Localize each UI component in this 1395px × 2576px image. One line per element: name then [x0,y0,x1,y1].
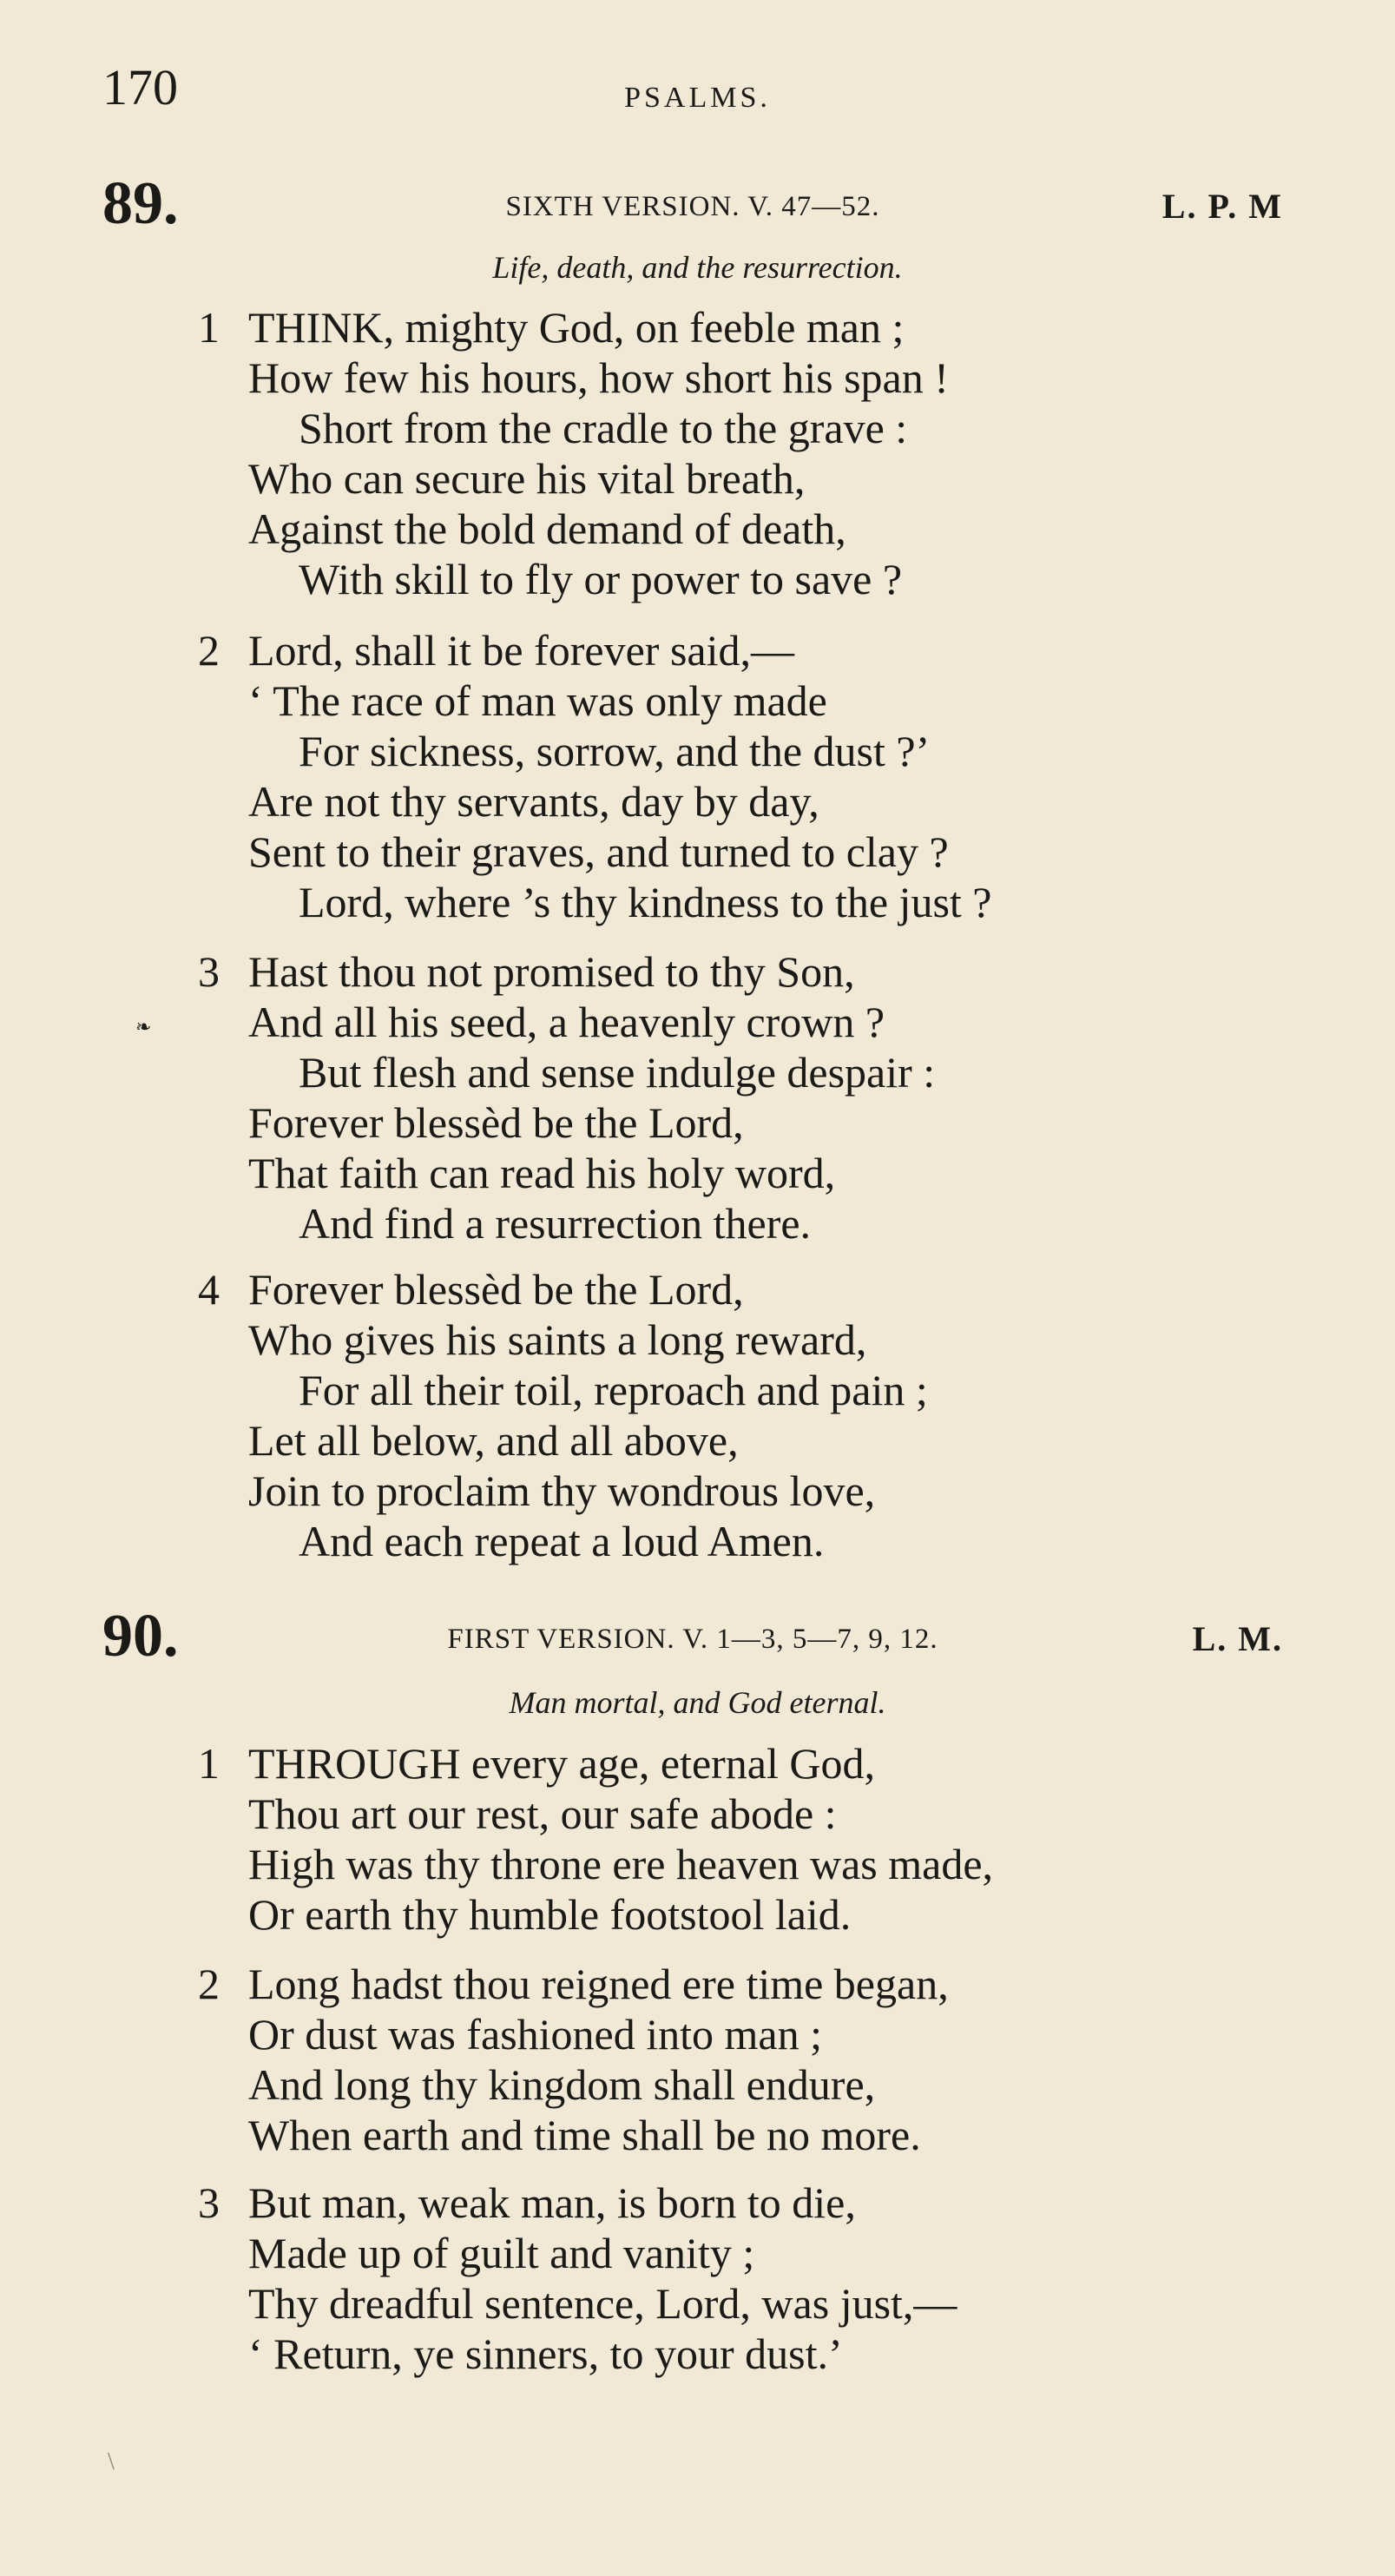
stanza-number: 3 [198,2178,220,2227]
psalm-90-header [102,1603,1283,1670]
version-label: SIXTH VERSION. V. 47—52. [505,191,880,222]
verse-line: When earth and time shall be no more. [248,2111,921,2159]
verse-line: Forever blessèd be the Lord, [248,1098,744,1147]
verse-line: Against the bold demand of death, [248,504,846,553]
meter-label: L. P. M [1161,187,1283,226]
verse-line: High was thy throne ere heaven was made, [248,1840,994,1888]
stanza-number: 1 [198,1739,220,1788]
verse-line: Or dust was fashioned into man ; [248,2010,823,2059]
verse-line: Hast thou not promised to thy Son, [248,947,855,996]
verse-line: But man, weak man, is born to die, [248,2178,856,2227]
psalm-number: 90. [102,1603,179,1670]
stray-mark: \ [108,2448,115,2475]
verse-line: With skill to fly or power to save ? [299,555,903,603]
psalm-89-header [102,170,1283,237]
verse-line: Thou art our rest, our safe abode : [248,1789,837,1838]
verse-line: Made up of guilt and vanity ; [248,2229,755,2277]
verse-line: ‘ Return, ye sinners, to your dust.’ [248,2329,843,2378]
page-number: 170 [102,59,178,115]
verse-line: For all their toil, reproach and pain ; [299,1366,928,1414]
psalm-number: 89. [102,170,179,237]
verse-line: Are not thy servants, day by day, [248,777,819,826]
verse-line: Join to proclaim thy wondrous love, [248,1466,876,1515]
verse-line: Who gives his saints a long reward, [248,1315,867,1364]
verse-line: That faith can read his holy word, [248,1149,836,1197]
verse-line: And all his seed, a heavenly crown ? [248,998,885,1046]
stanza-number: 1 [198,303,220,352]
verse-line: And long thy kingdom shall endure, [248,2060,876,2109]
verse-line: Long hadst thou reigned ere time began, [248,1960,949,2008]
verse-line: Thy dreadful sentence, Lord, was just,— [248,2279,957,2328]
verse-line: ‘ The race of man was only made [248,676,827,725]
stanza-number: 4 [198,1265,220,1314]
verse-line: For sickness, sorrow, and the dust ?’ [299,727,931,775]
stanza-number: 2 [198,1960,220,2008]
running-head: PSALMS. [624,82,771,114]
version-label: FIRST VERSION. V. 1—3, 5—7, 9, 12. [447,1624,938,1655]
verse-line: And each repeat a loud Amen. [299,1517,825,1565]
psalm-subtitle: Life, death, and the resurrection. [492,250,903,285]
psalm-subtitle: Man mortal, and God eternal. [509,1685,886,1720]
verse-line: And find a resurrection there. [299,1199,812,1248]
verse-line: But flesh and sense indulge despair : [299,1048,936,1097]
meter-label: L. M. [1192,1619,1283,1658]
verse-line: Short from the cradle to the grave : [299,404,908,452]
verse-line: Or earth thy humble footstool laid. [248,1890,852,1939]
verse-line: Lord, where ’s thy kindness to the just ? [299,878,992,926]
verse-line: Let all below, and all above, [248,1416,739,1465]
verse-line: Forever blessèd be the Lord, [248,1265,744,1314]
stanza-number: 3 [198,947,220,996]
verse-line: THROUGH every age, eternal God, [248,1739,875,1788]
verse-line: How few his hours, how short his span ! [248,353,949,402]
verse-line: Sent to their graves, and turned to clay ? [248,827,949,876]
verse-line: Who can secure his vital breath, [248,454,806,503]
verse-line: THINK, mighty God, on feeble man ; [248,303,905,352]
verse-line: Lord, shall it be forever said,— [248,626,794,675]
ornament-mark: ❧ [135,1016,152,1038]
stanza-number: 2 [198,626,220,675]
